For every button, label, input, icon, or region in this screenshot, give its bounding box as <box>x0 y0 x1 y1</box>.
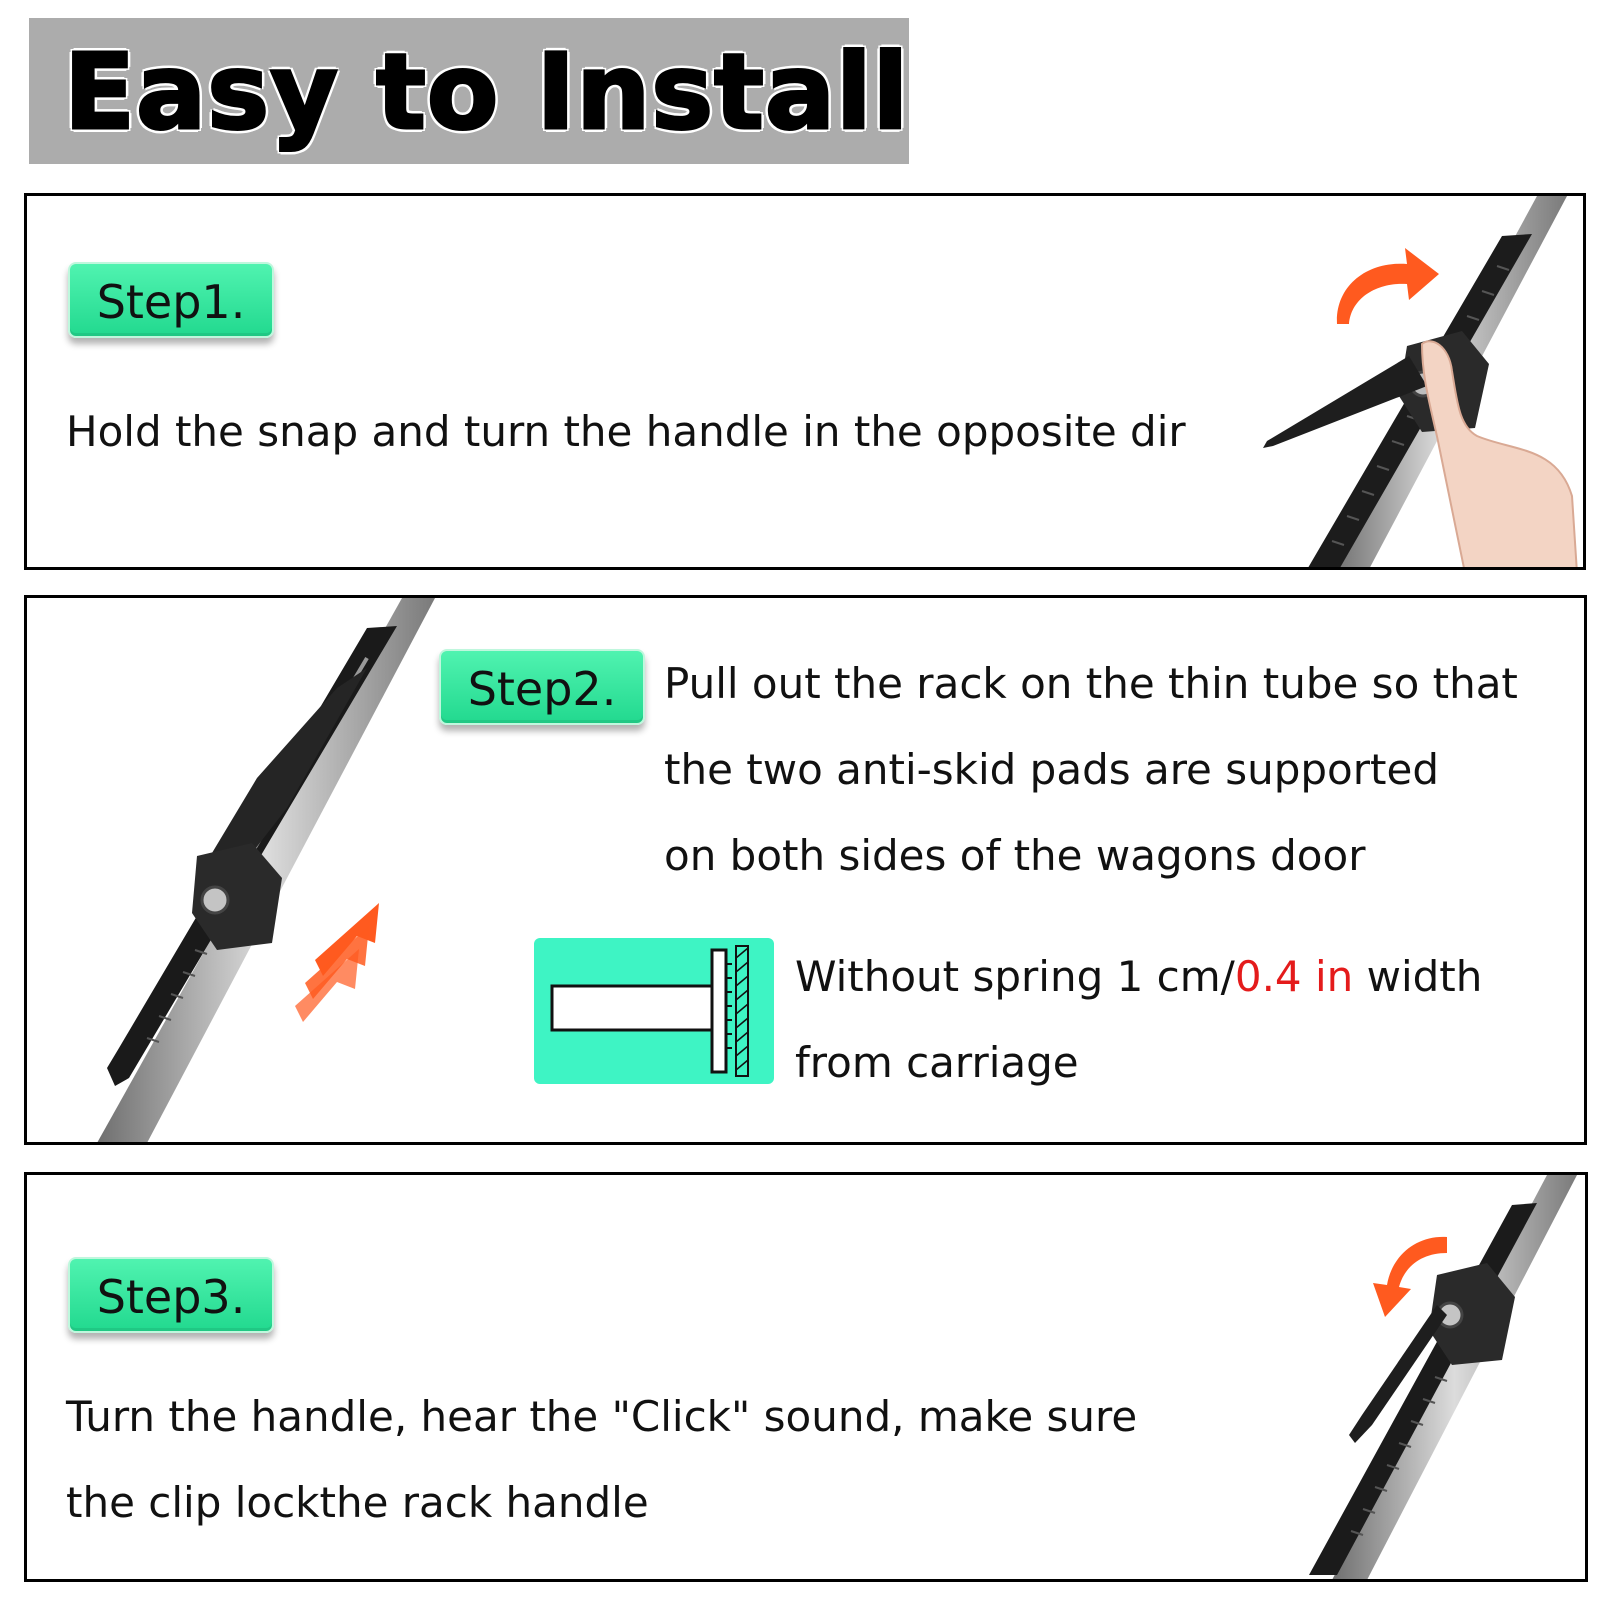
step1-badge: Step1. <box>68 262 274 338</box>
step2-badge: Step2. <box>439 649 645 725</box>
step3-text-line-1: Turn the handle, hear the "Click" sound, make sure <box>66 1392 1138 1441</box>
step2-text-line-3: on both sides of the wagons door <box>664 831 1366 880</box>
step2-text-line-2: the two anti-skid pads are supported <box>664 745 1439 794</box>
step2-text-line-1: Pull out the rack on the thin tube so that <box>664 659 1518 708</box>
door-clearance-diagram-icon <box>534 938 774 1084</box>
step3-panel <box>24 1172 1588 1582</box>
spec-text-line-1: Without spring 1 cm/0.4 in width <box>795 952 1483 1001</box>
step3-badge: Step3. <box>68 1257 274 1333</box>
step1-panel <box>24 193 1586 570</box>
spec-text-line-2: from carriage <box>795 1038 1079 1087</box>
step2-panel <box>24 595 1587 1145</box>
spec-width-highlight: 0.4 in <box>1234 952 1354 1001</box>
rack-extended-with-up-arrows-icon <box>67 598 437 1143</box>
rack-handle-open-with-finger-icon <box>1227 196 1586 570</box>
rack-handle-closed-icon <box>1287 1175 1587 1580</box>
step1-text-line-1: Hold the snap and turn the handle in the opposite dir <box>66 407 1186 456</box>
page-title: Easy to Install <box>64 31 910 153</box>
step3-text-line-2: the clip lockthe rack handle <box>66 1478 649 1527</box>
